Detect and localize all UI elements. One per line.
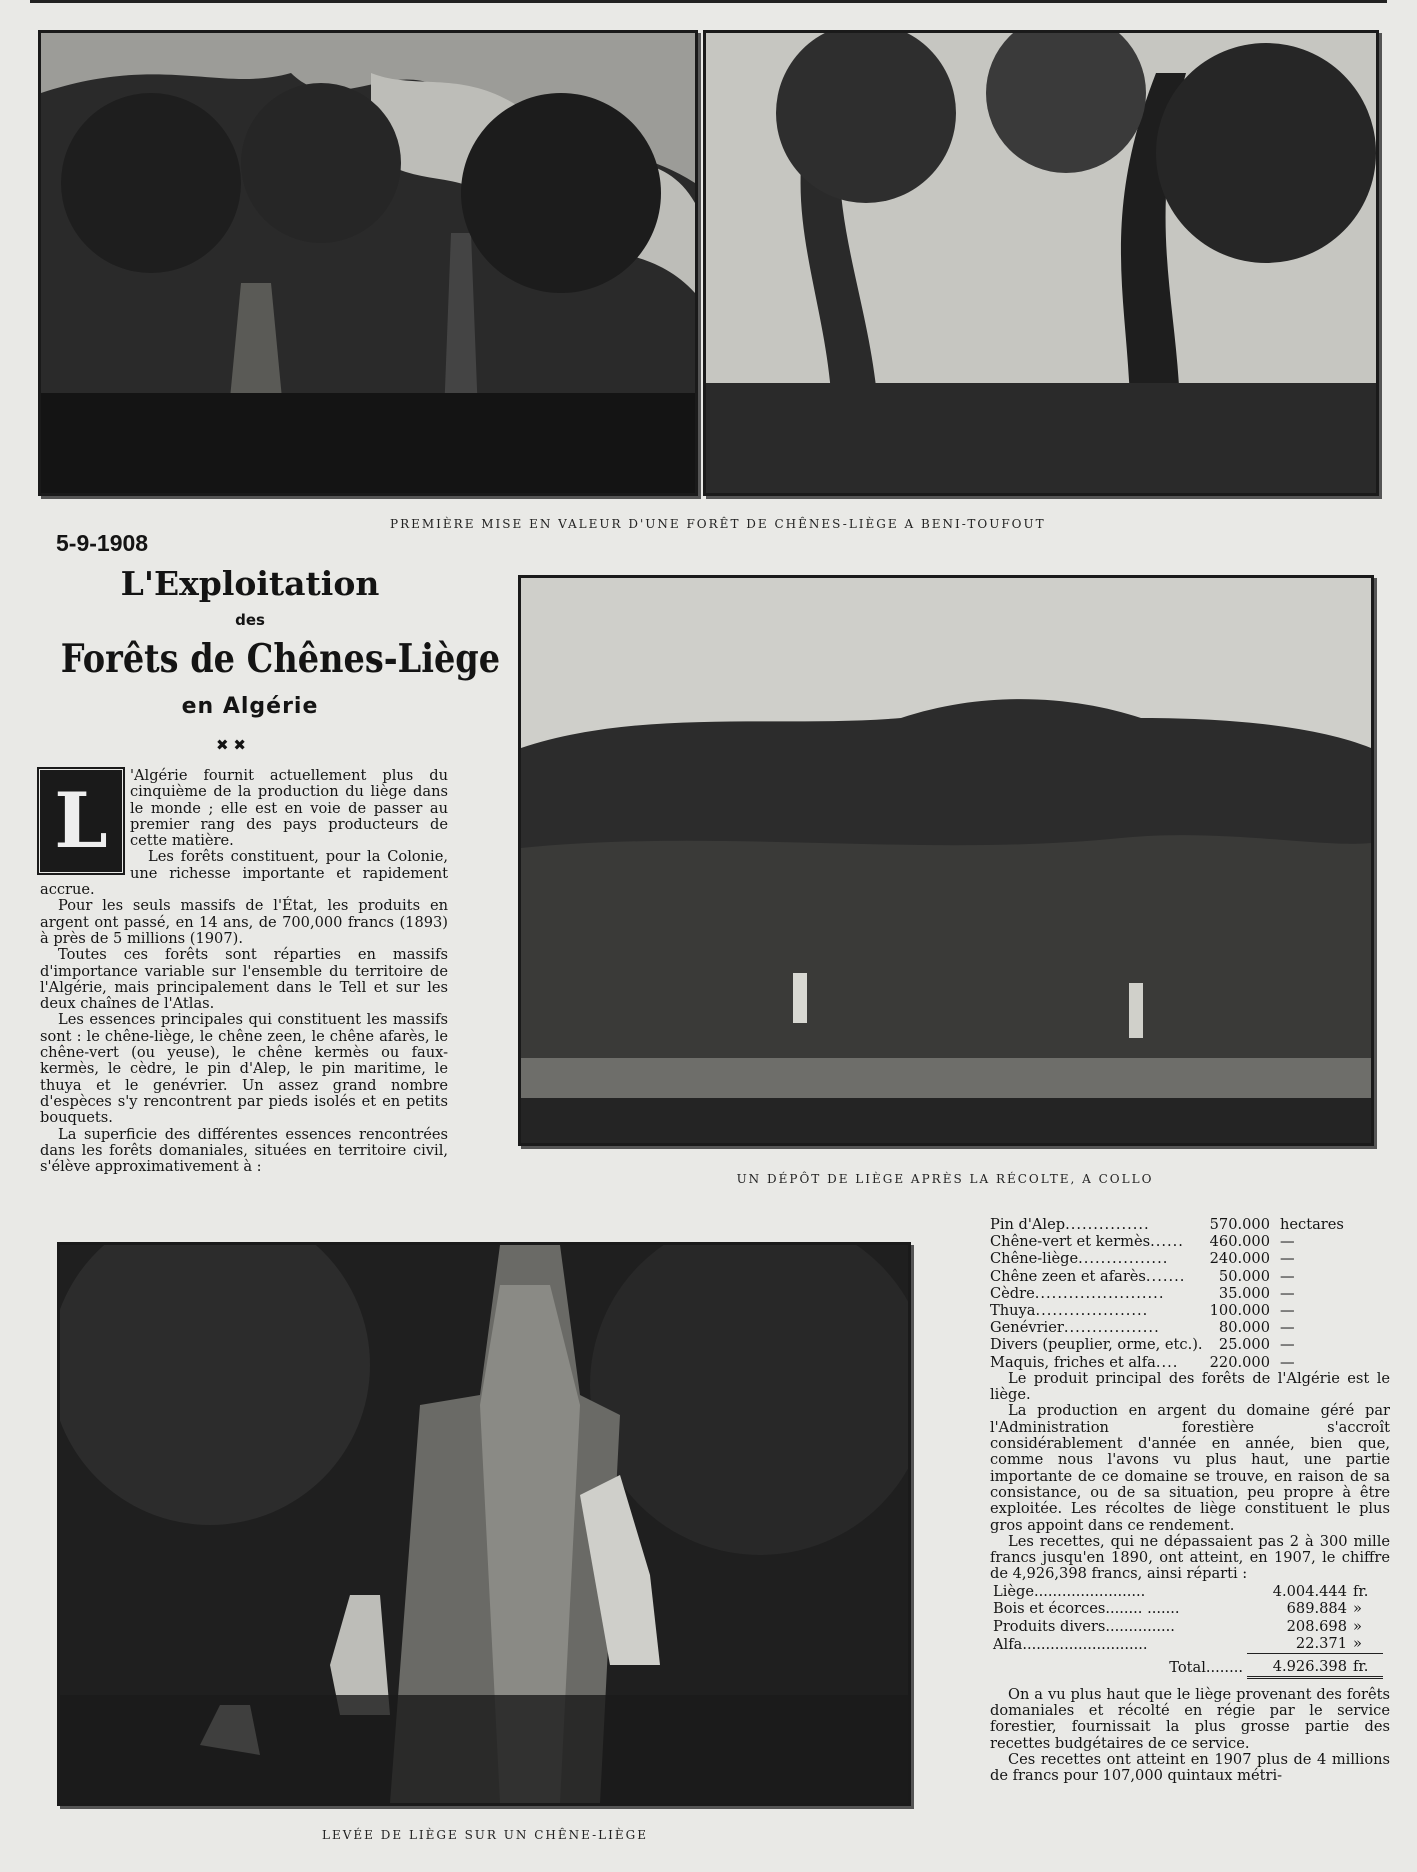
receipt-unit: » [1353,1600,1362,1618]
para-surface: La superficie des différentes essences rencontrées dans les forêts domaniales, situées en territoire civil, s'élève approximativement à : [40,1125,448,1176]
receipt-label: Liège [993,1582,1034,1600]
species-label: Thuya [990,1302,1036,1320]
photo-cork-harvest [57,1242,911,1806]
receipts-total-row [993,1654,1383,1678]
headline-line3: en Algérie [181,694,319,719]
para-colony: Les forêts constituent, pour la Colonie, une richesse importante et rapidement accrue. [40,848,448,899]
photo-cork-depot [518,575,1374,1146]
para-main-product: Le produit principal des forêts de l'Algérie est le liège. [990,1369,1390,1404]
caption-photo1: PREMIÈRE MISE EN VALEUR D'UNE FORÊT DE CHÊNES-LIÈGE A BENI-TOUFOUT [390,517,1046,531]
total-dots: ........ [1205,1658,1243,1676]
total-unit: fr. [1353,1654,1383,1678]
receipt-value: 4.004.444 [1272,1582,1347,1600]
species-value: 570.000 [1209,1216,1270,1233]
article-column-right [990,1216,1390,1784]
photo-forest-right [703,30,1379,496]
total-value: 4.926.398 [1247,1654,1353,1678]
receipt-unit: » [1353,1617,1362,1635]
species-value: 35.000 [1218,1284,1270,1302]
para-distribution: Toutes ces forêts sont réparties en massifs d'importance variable sur l'ensemble du territoire de l'Algérie, mais principalement dans le Tell et sur les deux chaînes de l'Atlas. [40,946,448,1013]
ornament-fleurons: ✖ ✖ [216,736,246,754]
species-dots: ....... [1145,1267,1186,1285]
date-stamp: 5-9-1908 [56,530,149,556]
caption-photo3: LEVÉE DE LIÈGE SUR UN CHÊNE-LIÈGE [322,1828,648,1842]
receipts-table [993,1583,1383,1679]
species-value: 25.000 [1218,1336,1270,1354]
receipt-dots: ........................... [1022,1635,1148,1653]
species-dots: .................... [1035,1302,1149,1320]
para-intro: 'Algérie fournit actuellement plus du cinquième de la production du liège dans le monde ; elle est en voie de passer au premier rang des pays producteurs de cette matière. [130,767,448,850]
receipt-label: Bois et écorces [993,1600,1106,1618]
total-label: Total [1169,1658,1206,1676]
species-unit: — [1280,1250,1295,1268]
species-row [990,1285,1390,1302]
species-row [990,1354,1390,1371]
receipts-row [993,1583,1383,1601]
species-label: Chêne-vert et kermès [990,1233,1151,1251]
species-unit: — [1280,1319,1295,1337]
species-dots: . [1197,1336,1204,1354]
receipts-row [993,1618,1383,1636]
receipt-dots: ........................ [1033,1582,1146,1600]
article-column-left [40,768,448,1175]
caption-photo2: UN DÉPÔT DE LIÈGE APRÈS LA RÉCOLTE, A COLLO [736,1172,1154,1186]
species-value: 240.000 [1209,1250,1270,1268]
species-value: 100.000 [1209,1302,1270,1320]
species-dots: .... [1155,1353,1179,1371]
receipt-label: Alfa [993,1635,1023,1653]
receipt-unit: fr. [1353,1582,1369,1600]
species-unit: — [1280,1233,1295,1251]
headline-line1: L'Exploitation [120,564,380,603]
receipt-dots: ............... [1105,1617,1175,1635]
species-surface-table [990,1216,1390,1371]
receipts-row [993,1600,1383,1618]
para-species: Les essences principales qui constituent les massifs sont : le chêne-liège, le chêne zeen, le chêne afarès, le chêne-vert (ou yeuse), le chêne kermès ou faux-kermès, le cèdre, le pin d'Alep, le pin maritime, le thuya et le genévrier. Un assez grand nombre d'espèces s'y rencontrent par pieds isolés et en petits bouquets. [40,1011,448,1127]
receipt-dots: ........ ....... [1105,1600,1180,1618]
species-row [990,1233,1390,1250]
species-unit: — [1280,1336,1295,1354]
species-dots: ....................... [1034,1284,1165,1302]
para-cork-share: On a vu plus haut que le liège provenant des forêts domaniales et récolté en régie par le service forestier, fournissait la plus grosse partie des recettes budgétaires de ce service. [990,1685,1390,1752]
species-dots: ...... [1150,1233,1184,1251]
species-label: Divers (peuplier, orme, etc.) [990,1336,1198,1354]
top-rule [30,0,1387,3]
species-dots: ................ [1078,1250,1169,1268]
species-value: 50.000 [1218,1267,1270,1285]
receipt-unit: » [1353,1635,1362,1653]
species-dots: ................. [1063,1319,1160,1337]
photo-forest-left [38,30,698,496]
species-unit: — [1280,1284,1295,1302]
species-unit: hectares [1280,1216,1344,1233]
species-label: Maquis, friches et alfa [990,1353,1156,1371]
species-unit: — [1280,1353,1295,1371]
species-row [990,1216,1390,1233]
species-row [990,1319,1390,1336]
headline-des: des [235,611,265,629]
para-production: La production en argent du domaine géré par l'Administration forestière s'accroît considérablement d'année en année, bien que, comme nous l'avons vu plus haut, une partie importante de ce domaine se trouve, en raison de sa consistance, ou de sa situation, peu propre à être exploitée. Les récoltes de liège constituent le plus gros appoint dans ce rendement. [990,1402,1390,1534]
receipt-label: Produits divers [993,1617,1106,1635]
species-value: 220.000 [1209,1353,1270,1371]
receipt-value: 689.884 [1286,1600,1347,1618]
species-label: Chêne zeen et afarès [990,1267,1146,1285]
species-value: 80.000 [1218,1319,1270,1337]
receipt-value: 22.371 [1295,1635,1347,1653]
headline-line2: Forêts de Chênes-Liège [60,636,501,682]
species-unit: — [1280,1302,1295,1320]
species-label: Chêne-liège [990,1250,1079,1268]
species-unit: — [1280,1267,1295,1285]
species-row [990,1302,1390,1319]
species-label: Cèdre [990,1284,1035,1302]
species-value: 460.000 [1209,1233,1270,1251]
para-receipts: Les recettes, qui ne dépassaient pas 2 à 300 mille francs jusqu'en 1890, ont atteint, en 1907, le chiffre de 4,926,398 francs, ainsi réparti : [990,1532,1390,1583]
para-1907-receipts: Ces recettes ont atteint en 1907 plus de 4 millions de francs pour 107,000 quintaux métri- [990,1750,1390,1785]
species-row [990,1268,1390,1285]
species-row [990,1250,1390,1267]
species-row [990,1336,1390,1353]
receipts-row [993,1635,1383,1653]
species-label: Pin d'Alep [990,1216,1066,1233]
receipt-value: 208.698 [1286,1617,1347,1635]
species-label: Genévrier [990,1319,1064,1337]
species-dots: ............... [1065,1216,1150,1233]
dropcap-initial: L [40,770,122,872]
para-state-massifs: Pour les seuls massifs de l'État, les produits en argent ont passé, en 14 ans, de 700,000 francs (1893) à près de 5 millions (1907). [40,897,448,947]
